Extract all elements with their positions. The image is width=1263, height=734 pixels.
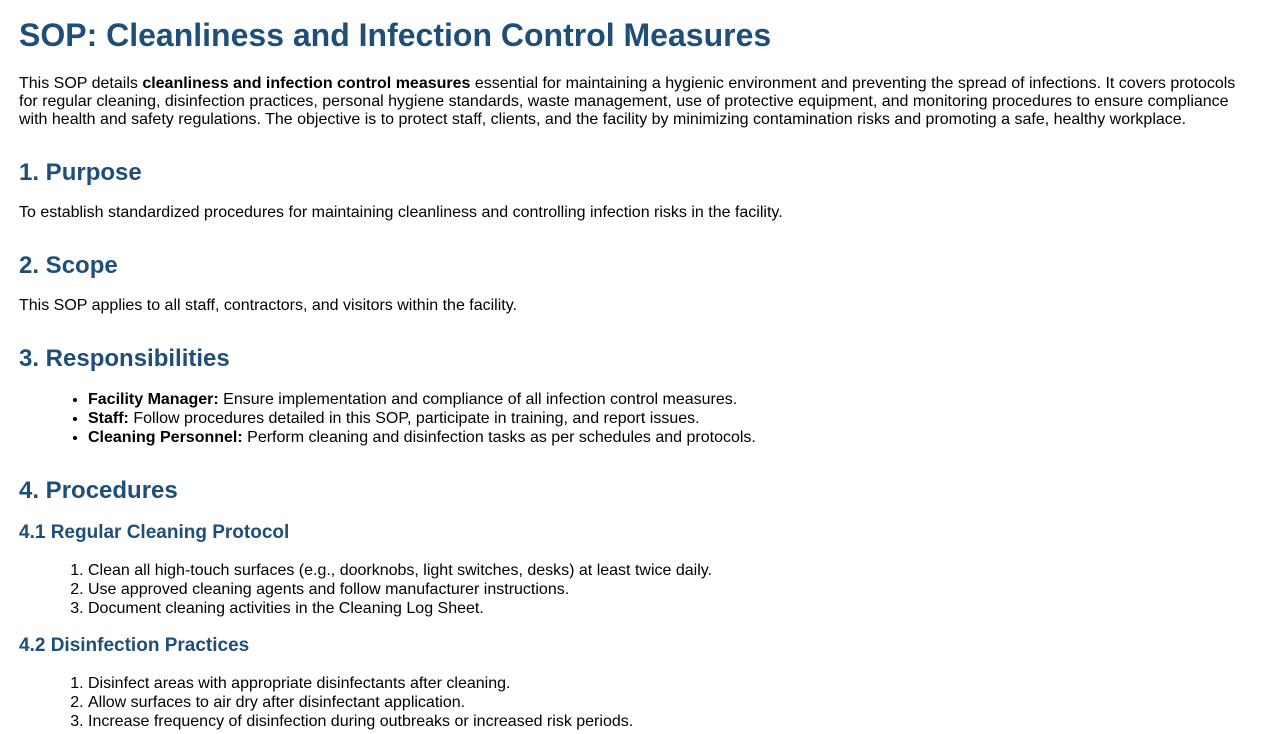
bullet-label: Facility Manager:	[88, 391, 219, 408]
list-item	[88, 390, 1244, 409]
bullet-label: Cleaning Personnel:	[88, 429, 243, 446]
section-purpose	[19, 159, 1244, 222]
section-responsibilities	[19, 345, 1244, 447]
list-item: 2. Allow surfaces to air dry after disinfectant application.	[88, 693, 1244, 712]
intro-paragraph	[19, 75, 1244, 129]
subsection-disinfection	[19, 635, 1244, 731]
disinfection-steps	[19, 674, 1244, 731]
bullet-text: Perform cleaning and disinfection tasks as per schedules and protocols.	[242, 429, 756, 446]
scope-text: This SOP applies to all staff, contractors, and visitors within the facility.	[19, 297, 517, 314]
subsection-regular-cleaning	[19, 522, 1244, 618]
section-heading-responsibilities: 3. Responsibilities	[19, 345, 230, 372]
subsection-heading-regular-cleaning: 4.1 Regular Cleaning Protocol	[19, 522, 290, 543]
list-item	[88, 409, 1244, 428]
section-heading-scope: 2. Scope	[19, 252, 118, 279]
intro-bold-text: cleanliness and infection control measures	[142, 75, 471, 92]
responsibilities-list	[19, 390, 1244, 447]
subsection-heading-disinfection: 4.2 Disinfection Practices	[19, 635, 250, 656]
list-item: 2. Use approved cleaning agents and follow manufacturer instructions.	[88, 580, 1244, 599]
purpose-text: To establish standardized procedures for maintaining cleanliness and controlling infection risks in the facility.	[19, 204, 783, 221]
section-scope	[19, 252, 1244, 315]
intro-lead-text: This SOP details	[19, 75, 143, 92]
bullet-label: Staff:	[88, 410, 129, 427]
list-item: 1. Disinfect areas with appropriate disinfectants after cleaning.	[88, 674, 1244, 693]
bullet-text: Follow procedures detailed in this SOP, participate in training, and report issues.	[128, 410, 700, 427]
document-title: SOP: Cleanliness and Infection Control Measures	[19, 17, 772, 53]
regular-cleaning-steps	[19, 561, 1244, 618]
section-heading-procedures: 4. Procedures	[19, 477, 178, 504]
intro-rest-text: essential for maintaining a hygienic environment and preventing the spread of infections. It covers protocols for regular cleaning, disinfection practices, personal hygiene standards, waste management, use of protective equipment, and monitoring procedures to ensure compliance with health and safety regulations. The objective is to protect staff, clients, and the facility by minimizing contamination risks and promoting a safe, healthy workplace.	[19, 75, 1236, 128]
list-item	[88, 428, 1244, 447]
list-item: 3. Document cleaning activities in the Cleaning Log Sheet.	[88, 599, 1244, 618]
section-procedures	[19, 477, 1244, 731]
list-item: 3. Increase frequency of disinfection during outbreaks or increased risk periods.	[88, 712, 1244, 731]
list-item: 1. Clean all high-touch surfaces (e.g., doorknobs, light switches, desks) at least twice daily.	[88, 561, 1244, 580]
bullet-text: Ensure implementation and compliance of all infection control measures.	[218, 391, 738, 408]
section-heading-purpose: 1. Purpose	[19, 159, 142, 186]
